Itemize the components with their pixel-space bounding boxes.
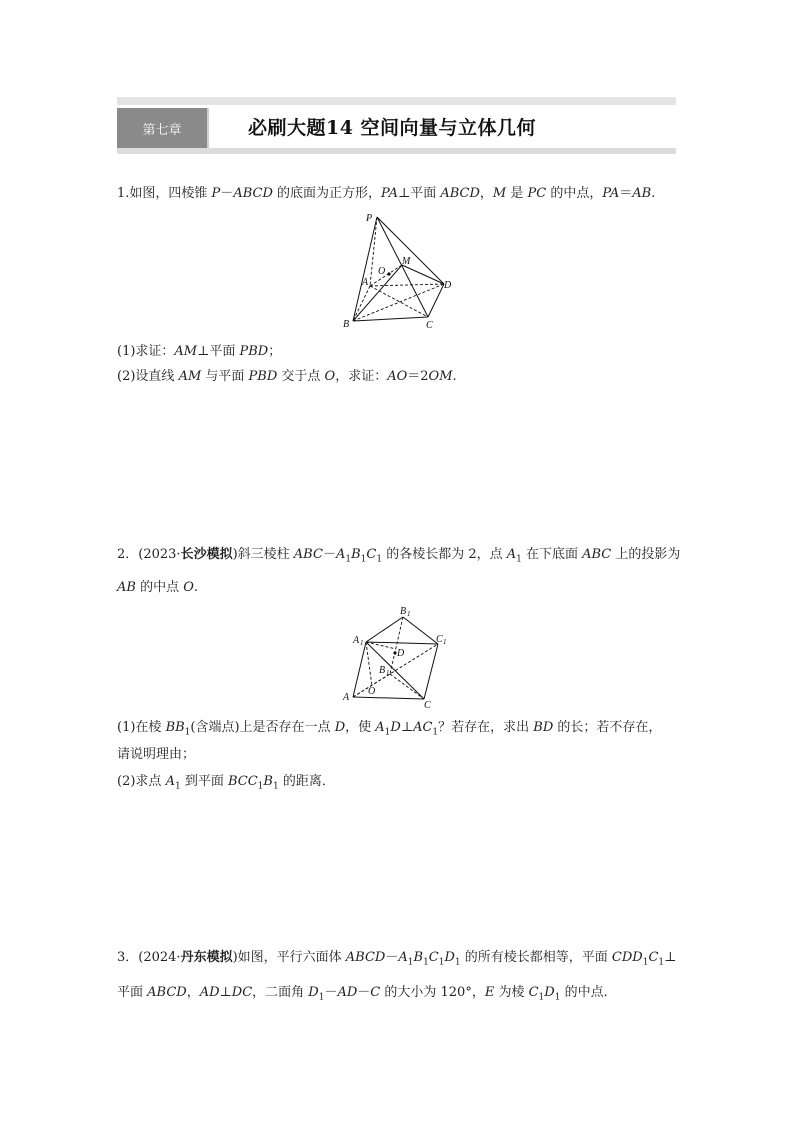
problem1-question2: [117, 367, 457, 387]
text: .: [651, 186, 656, 201]
text: 的底面为正方形，: [272, 186, 382, 201]
text: AM: [174, 344, 198, 359]
text: E: [484, 985, 495, 1000]
text: ，二面角: [252, 985, 309, 1000]
text: AB: [632, 186, 652, 201]
text: 在下底面: [521, 547, 583, 562]
text: AD: [199, 985, 220, 1000]
text: 1: [642, 957, 649, 968]
text: 的中点．: [560, 985, 617, 1000]
text: D: [390, 720, 401, 735]
problem1-question1: [117, 342, 281, 362]
text: 2．(2023·: [117, 547, 181, 562]
text: ABCD: [233, 186, 273, 201]
text: C: [648, 950, 659, 965]
text: 1: [318, 992, 325, 1003]
text: 上的投影为: [611, 547, 681, 562]
text: O: [324, 369, 336, 384]
text: 1: [376, 554, 383, 565]
text: M: [492, 186, 507, 201]
text: )如图，平行六面体: [232, 950, 346, 965]
edge-PB: [353, 217, 377, 321]
text: D: [308, 985, 319, 1000]
text: A: [335, 547, 346, 562]
text: )斜三棱柱: [232, 547, 294, 562]
text: ABCD: [440, 186, 480, 201]
chapter-tab: [117, 108, 207, 148]
text: O: [183, 580, 194, 595]
text: 1: [257, 781, 264, 792]
header-underline: [117, 148, 676, 154]
text: 的所有棱长都相等，平面: [460, 950, 612, 965]
problem2-figure: [340, 602, 460, 710]
label-B: B: [343, 319, 350, 330]
problem1-stem: [117, 184, 655, 204]
text: C: [366, 547, 377, 562]
text: A: [506, 547, 517, 562]
text: 1: [407, 957, 414, 968]
edge-A1B1: [366, 617, 403, 642]
edge-CD: [428, 284, 444, 317]
text: ABC: [582, 547, 612, 562]
text: 请说明理由；: [117, 747, 196, 762]
label-D: D: [444, 280, 452, 291]
problem2-question1: [117, 718, 661, 743]
label-B-sub: 1: [386, 669, 390, 677]
text: AC: [413, 720, 433, 735]
text: CDD: [611, 950, 643, 965]
label-C1: C: [436, 634, 443, 645]
problem1-figure: [340, 208, 460, 333]
text: C: [370, 985, 381, 1000]
label-A: A: [343, 692, 350, 703]
text: 为棱: [494, 985, 529, 1000]
text: ⊥: [400, 720, 414, 735]
text: AO: [387, 369, 408, 384]
text: B: [413, 950, 424, 965]
text: D: [334, 720, 346, 735]
text: D: [444, 950, 455, 965]
problem2-question1-line2: [117, 745, 195, 765]
text: C: [528, 985, 539, 1000]
label-O: O: [378, 266, 386, 277]
text: .: [193, 580, 199, 595]
text: ，: [186, 985, 200, 1000]
text: 的距离．: [278, 774, 335, 789]
text: (含端点)上是否存在一点: [190, 720, 335, 735]
point-O: [387, 272, 390, 275]
text: ？若存在，求出: [438, 720, 534, 735]
text: 交于点: [277, 369, 325, 384]
edge-A1A: [353, 642, 366, 697]
text: AD: [337, 985, 358, 1000]
header-band: [117, 97, 676, 105]
text: 的中点，: [546, 186, 603, 201]
text: D: [544, 985, 555, 1000]
label-C1-sub: 1: [443, 638, 447, 646]
label-B1-sub: 1: [407, 610, 411, 618]
text: A: [398, 950, 408, 965]
text: 的大小为 120°，: [380, 985, 485, 1000]
text: ＝: [619, 186, 633, 201]
problem2-question2: [117, 772, 335, 797]
edge-BC: [390, 674, 424, 699]
text: ⊥: [664, 950, 677, 965]
text: 1.如图，四棱锥: [117, 186, 212, 201]
text: C: [428, 950, 439, 965]
text: ＝2: [407, 369, 429, 384]
edge-A1C1: [366, 642, 438, 644]
edge-BC: [353, 317, 428, 321]
text: ，求证：: [335, 369, 388, 384]
text: 的长；若不存在，: [553, 720, 662, 735]
text: BB: [165, 720, 185, 735]
edge-PD: [377, 217, 444, 284]
text: (1)在棱: [117, 720, 166, 735]
text: 1: [658, 957, 665, 968]
edge-AC: [370, 286, 428, 317]
text: BD: [533, 720, 554, 735]
text: 到平面: [180, 774, 228, 789]
label-A1: A: [353, 635, 360, 646]
text: ⊥平面: [197, 344, 240, 359]
text: (2)求点: [117, 774, 166, 789]
problem2-stem: [117, 545, 680, 570]
edge-PA: [370, 217, 377, 286]
text: B: [351, 547, 361, 562]
label-B: B: [379, 665, 386, 676]
text: 1: [184, 727, 191, 738]
text: 是: [506, 186, 528, 201]
text: .: [452, 369, 457, 384]
page-title: 必刷大题14 空间向量与立体几何: [248, 117, 537, 139]
text: ；: [268, 344, 282, 359]
text: 的各棱长都为 2，点: [382, 547, 507, 562]
text: ，: [479, 186, 493, 201]
text: －: [357, 985, 371, 1000]
text: ，使: [345, 720, 376, 735]
problem3-stem: [117, 948, 676, 973]
text: 1: [554, 992, 561, 1003]
edge-C1C: [424, 644, 438, 699]
text: AM: [178, 369, 202, 384]
text: P: [211, 186, 221, 201]
text: 1: [384, 727, 391, 738]
label-P: P: [366, 213, 373, 224]
edge-A1O: [366, 642, 372, 686]
text: (1)求证：: [117, 344, 175, 359]
label-A: A: [362, 277, 369, 288]
text: 平面: [117, 985, 148, 1000]
text: AB: [117, 580, 136, 595]
text: 3．(2024·: [117, 950, 181, 965]
text: ABCD: [345, 950, 386, 965]
label-O: O: [368, 686, 376, 697]
text: －: [322, 547, 336, 562]
text: 1: [438, 957, 445, 968]
edge-AC: [353, 697, 424, 699]
label-C: C: [426, 320, 433, 331]
text: 1: [432, 727, 439, 738]
text: 1: [423, 957, 429, 968]
text: OM: [428, 369, 453, 384]
tab-divider: [207, 108, 218, 148]
edge-MD: [402, 265, 444, 284]
text: 1: [174, 781, 181, 792]
text: DC: [231, 985, 253, 1000]
label-C: C: [424, 700, 431, 710]
text: 1: [345, 554, 352, 565]
text: A: [165, 774, 175, 789]
problem3-stem-line2: [117, 983, 617, 1008]
text: PBD: [239, 344, 269, 359]
text: －: [385, 950, 399, 965]
text: BCC: [227, 774, 258, 789]
text: －: [324, 985, 338, 1000]
label-A1-sub: 1: [360, 639, 364, 647]
text: ABCD: [147, 985, 187, 1000]
edge-B1C1: [403, 617, 438, 644]
text: 与平面: [201, 369, 249, 384]
text: 的中点: [135, 580, 184, 595]
text: (2)设直线: [117, 369, 179, 384]
text: 1: [360, 554, 367, 565]
text: A: [375, 720, 385, 735]
source-label: 丹东模拟: [180, 950, 233, 965]
text: 1: [538, 992, 545, 1003]
edge-AB: [353, 286, 370, 321]
text: －: [220, 186, 234, 201]
text: ⊥: [219, 985, 232, 1000]
label-D: D: [397, 648, 405, 659]
text: PC: [527, 186, 547, 201]
text: 1: [516, 554, 522, 565]
edge-BD: [353, 284, 444, 321]
label-M: M: [402, 256, 411, 267]
text: 1: [272, 781, 279, 792]
text: ABC: [293, 547, 323, 562]
edge-AD: [370, 284, 444, 286]
chapter-label: 第七章: [142, 122, 182, 138]
edge-B1B: [390, 617, 403, 674]
text: PA: [602, 186, 620, 201]
text: PBD: [248, 369, 278, 384]
problem2-stem-line2: [117, 578, 198, 598]
text: 1: [454, 957, 461, 968]
label-B1: B: [400, 606, 407, 617]
source-label: 长沙模拟: [180, 547, 233, 562]
text: ⊥平面: [397, 186, 441, 201]
text: PA: [381, 186, 398, 201]
text: B: [263, 774, 273, 789]
